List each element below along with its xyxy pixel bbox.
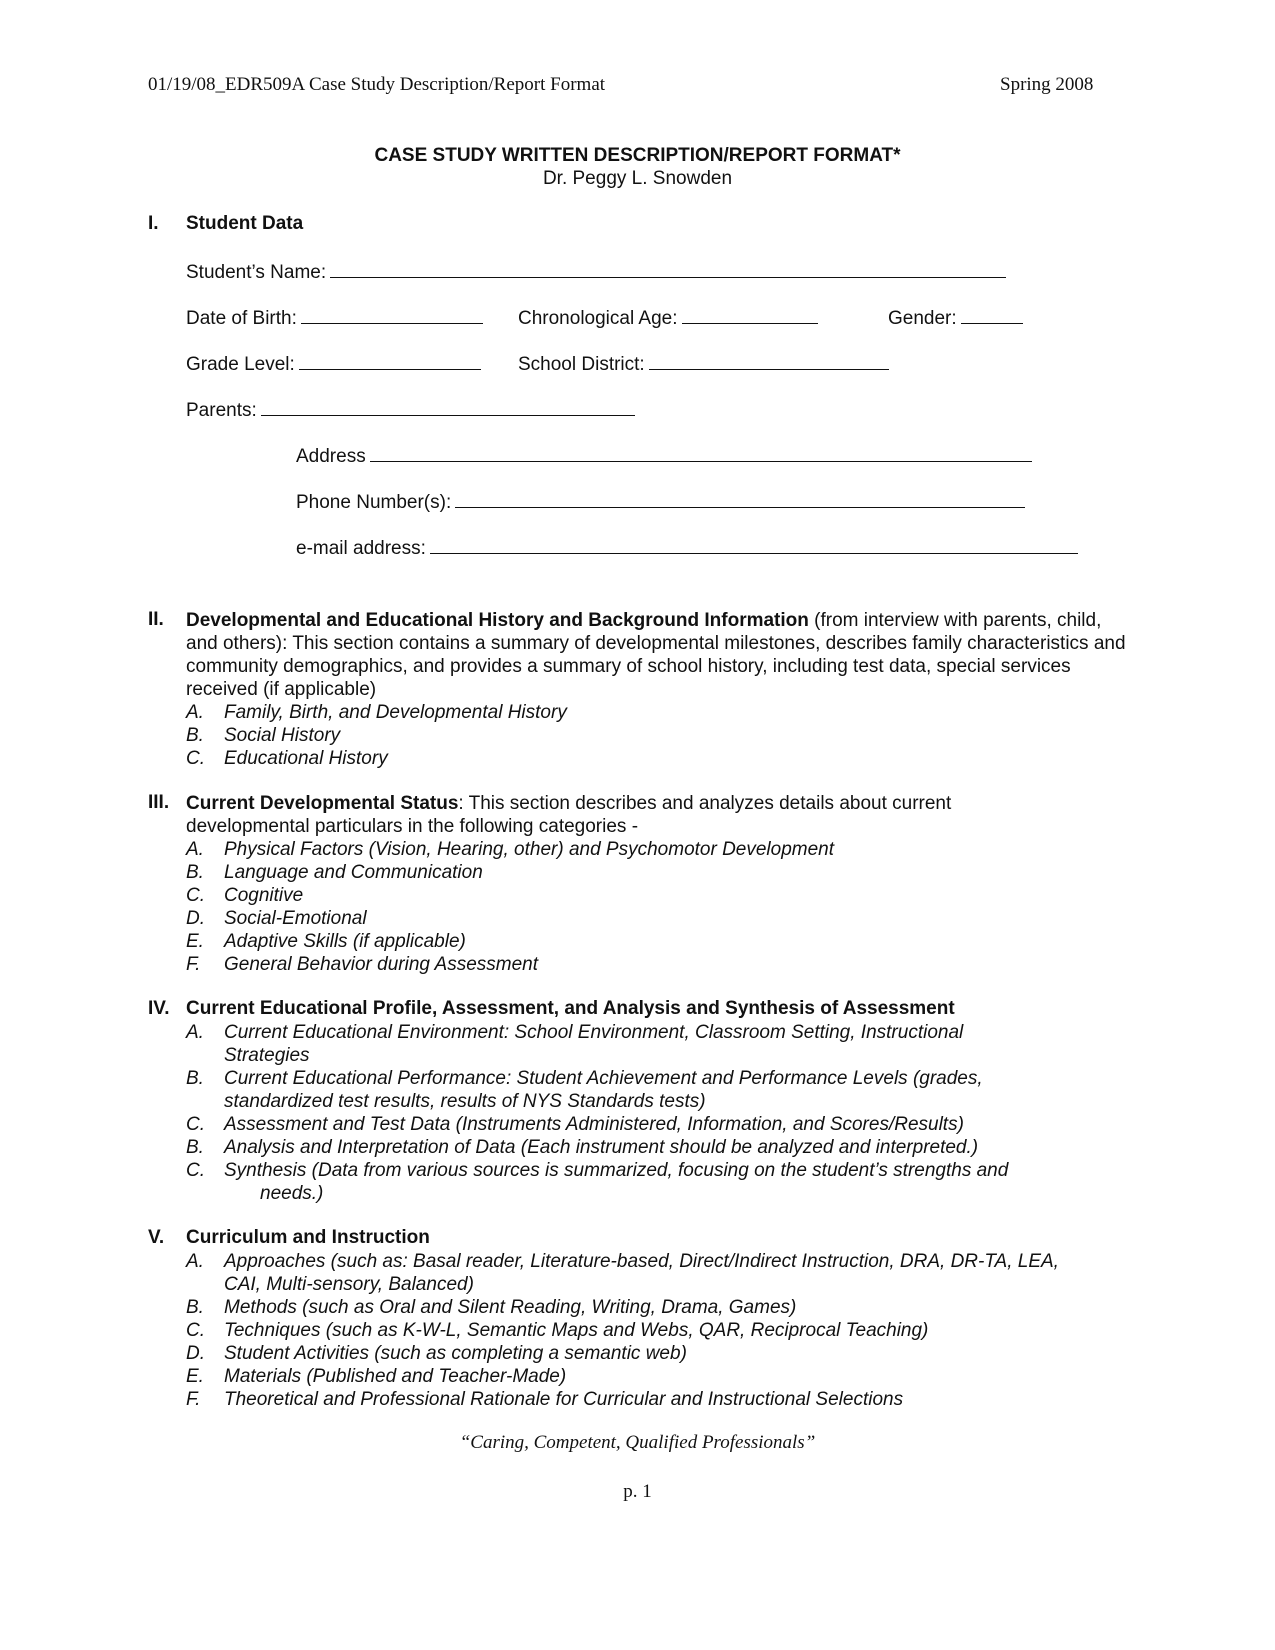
list-item: C. Synthesis (Data from various sources is summarized, focusing on the student’s strengths and xyxy=(186,1160,1009,1181)
grade-field[interactable] xyxy=(186,351,481,376)
list-item: C. Cognitive xyxy=(186,885,304,906)
age-blank[interactable] xyxy=(682,305,818,324)
list-item-continuation: needs.) xyxy=(260,1183,324,1204)
list-item: A. Current Educational Environment: School Environment, Classroom Setting, Instructional Strategies xyxy=(186,1022,964,1066)
email-label: e-mail address: xyxy=(296,538,426,559)
section-3-paragraph xyxy=(186,792,1006,838)
document-author: Dr. Peggy L. Snowden xyxy=(542,168,733,189)
list-item: C. Techniques (such as K-W-L, Semantic Maps and Webs, QAR, Reciprocal Teaching) xyxy=(186,1320,929,1341)
list-item: A. Physical Factors (Vision, Hearing, other) and Psychomotor Development xyxy=(186,839,835,860)
section-4-number: IV. xyxy=(148,998,170,1019)
dob-field[interactable] xyxy=(186,305,483,330)
section-3-heading: Current Developmental Status xyxy=(186,793,459,814)
gender-blank[interactable] xyxy=(961,305,1023,324)
list-item: E. Materials (Published and Teacher-Made) xyxy=(186,1366,567,1387)
page-number: p. 1 xyxy=(623,1481,652,1502)
list-item: D. Social-Emotional xyxy=(186,908,367,929)
gender-label: Gender: xyxy=(888,308,957,329)
section-1-number: I. xyxy=(148,213,159,234)
list-item: B. Analysis and Interpretation of Data (Each instrument should be analyzed and interpreted.) xyxy=(186,1137,979,1158)
address-label: Address xyxy=(296,446,366,467)
age-label: Chronological Age: xyxy=(518,308,678,329)
list-item: A. Family, Birth, and Developmental History xyxy=(186,702,567,723)
section-5-heading: Curriculum and Instruction xyxy=(186,1227,430,1248)
email-blank[interactable] xyxy=(430,535,1078,554)
list-item: F. Theoretical and Professional Rationale for Curricular and Instructional Selections xyxy=(186,1389,904,1410)
district-field[interactable] xyxy=(518,351,889,376)
section-2-number: II. xyxy=(148,609,164,630)
list-item: B. Language and Communication xyxy=(186,862,483,883)
section-4-heading: Current Educational Profile, Assessment, and Analysis and Synthesis of Assessment xyxy=(186,998,955,1019)
district-label: School District: xyxy=(518,354,645,375)
section-5-number: V. xyxy=(148,1227,165,1248)
section-2-heading: Developmental and Educational History and Background Information xyxy=(186,610,809,631)
running-header-left: 01/19/08_EDR509A Case Study Description/Report Format xyxy=(148,74,606,95)
section-1-heading: Student Data xyxy=(186,213,304,234)
parents-blank[interactable] xyxy=(261,397,635,416)
parents-label: Parents: xyxy=(186,400,257,421)
section-2-paragraph xyxy=(186,609,1126,701)
dob-label: Date of Birth: xyxy=(186,308,297,329)
gender-field[interactable] xyxy=(888,305,1023,330)
student-name-blank[interactable] xyxy=(330,259,1006,278)
footer-motto: “Caring, Competent, Qualified Professionals” xyxy=(459,1432,816,1453)
phone-label: Phone Number(s): xyxy=(296,492,452,513)
parents-field[interactable] xyxy=(186,397,635,422)
list-item: B. Social History xyxy=(186,725,341,746)
list-item: D. Student Activities (such as completing a semantic web) xyxy=(186,1343,687,1364)
phone-blank[interactable] xyxy=(455,489,1025,508)
dob-blank[interactable] xyxy=(301,305,483,324)
student-name-label: Student’s Name: xyxy=(186,262,327,283)
grade-label: Grade Level: xyxy=(186,354,295,375)
list-item: E. Adaptive Skills (if applicable) xyxy=(186,931,466,952)
list-item: B. Methods (such as Oral and Silent Reading, Writing, Drama, Games) xyxy=(186,1297,797,1318)
list-item: C. Assessment and Test Data (Instruments Administered, Information, and Scores/Results) xyxy=(186,1114,964,1135)
address-field[interactable] xyxy=(296,443,1032,468)
list-item: B. Current Educational Performance: Student Achievement and Performance Levels (grades, standardized test results, results of NYS Standards tests) xyxy=(186,1068,983,1112)
student-name-field[interactable] xyxy=(186,259,1006,284)
address-blank[interactable] xyxy=(370,443,1032,462)
list-item: F. General Behavior during Assessment xyxy=(186,954,539,975)
email-field[interactable] xyxy=(296,535,1078,560)
section-2-body: (from interview with parents, child, and others): This section contains a summary of developmental milestones, describes family characteristics and community demographics, and provides a summary of school history, including test data, special services received (if applicable) xyxy=(186,610,1126,700)
document-title: CASE STUDY WRITTEN DESCRIPTION/REPORT FORMAT* xyxy=(374,145,901,166)
running-header-right: Spring 2008 xyxy=(1000,74,1094,95)
list-item: A. Approaches (such as: Basal reader, Literature-based, Direct/Indirect Instruction, DRA, DR-TA, LEA, CAI, Multi-sensory, Balanced) xyxy=(186,1251,1059,1295)
section-3-body: : This section describes and analyzes details about current developmental particulars in the following categories - xyxy=(186,793,952,837)
phone-field[interactable] xyxy=(296,489,1025,514)
list-item: C. Educational History xyxy=(186,748,388,769)
section-3-number: III. xyxy=(148,792,170,813)
grade-blank[interactable] xyxy=(299,351,481,370)
district-blank[interactable] xyxy=(649,351,889,370)
age-field[interactable] xyxy=(518,305,818,330)
